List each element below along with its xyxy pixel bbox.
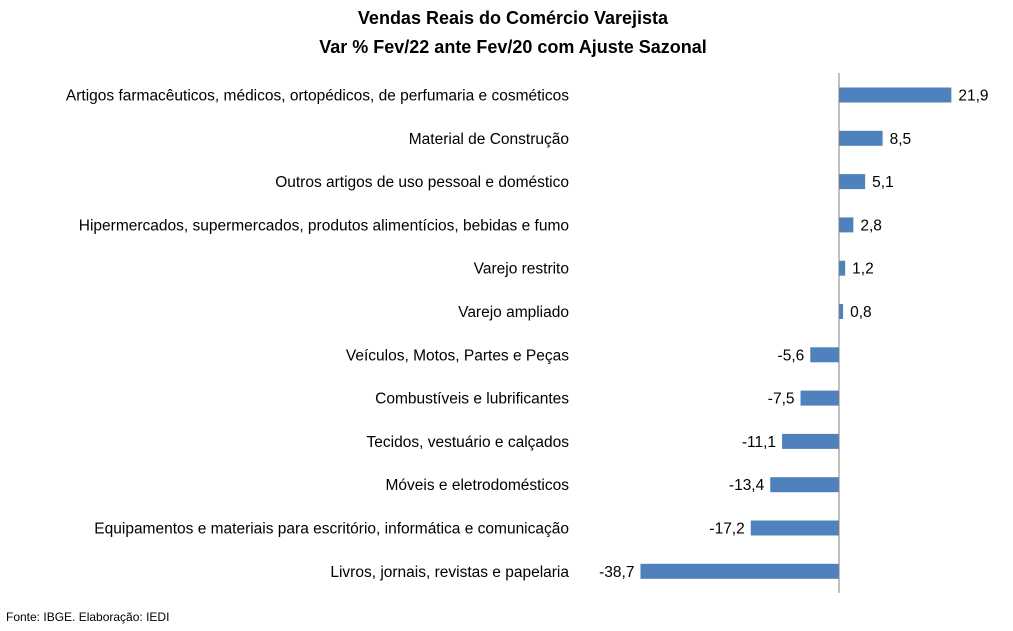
bar <box>839 217 853 232</box>
bar <box>839 131 883 146</box>
bar <box>839 88 951 103</box>
data-label: 1,2 <box>852 260 874 278</box>
data-label: -17,2 <box>709 520 745 538</box>
data-label: 5,1 <box>872 174 894 192</box>
data-label: 2,8 <box>860 217 882 235</box>
bar <box>640 564 839 579</box>
source-note: Fonte: IBGE. Elaboração: IEDI <box>6 610 170 624</box>
bar <box>751 521 839 536</box>
data-label: -38,7 <box>599 563 635 581</box>
category-label: Varejo restrito <box>473 260 569 278</box>
plot-area <box>66 73 989 593</box>
category-label: Varejo ampliado <box>458 304 569 321</box>
category-label: Material de Construção <box>408 130 569 148</box>
bar <box>770 477 839 492</box>
category-label: Artigos farmacêuticos, médicos, ortopédicos, de perfumaria e cosméticos <box>65 87 569 105</box>
category-label: Livros, jornais, revistas e papelaria <box>330 563 569 581</box>
category-label: Combustíveis e lubrificantes <box>375 390 569 408</box>
chart-subtitle: Var % Fev/22 ante Fev/20 com Ajuste Sazonal <box>319 37 707 57</box>
bar <box>839 261 845 276</box>
category-label: Tecidos, vestuário e calçados <box>366 433 569 451</box>
bar <box>839 304 843 319</box>
category-label: Equipamentos e materiais para escritório, informática e comunicação <box>94 520 569 538</box>
chart-title: Vendas Reais do Comércio Varejista <box>357 8 669 28</box>
data-label: 8,5 <box>889 130 912 148</box>
data-label: 21,9 <box>958 87 989 105</box>
bar <box>782 434 839 449</box>
bar <box>839 174 865 189</box>
data-label: -5,6 <box>777 347 805 365</box>
data-label: -11,1 <box>741 433 777 451</box>
data-label: 0,8 <box>850 304 872 321</box>
bar <box>801 391 839 406</box>
category-label: Veículos, Motos, Partes e Peças <box>345 347 569 365</box>
data-label: -13,4 <box>728 477 765 495</box>
bar <box>810 347 839 362</box>
category-label: Móveis e eletrodomésticos <box>385 477 569 495</box>
category-label: Outros artigos de uso pessoal e doméstico <box>275 174 569 192</box>
category-label: Hipermercados, supermercados, produtos alimentícios, bebidas e fumo <box>78 217 569 235</box>
data-label: -7,5 <box>767 390 795 408</box>
